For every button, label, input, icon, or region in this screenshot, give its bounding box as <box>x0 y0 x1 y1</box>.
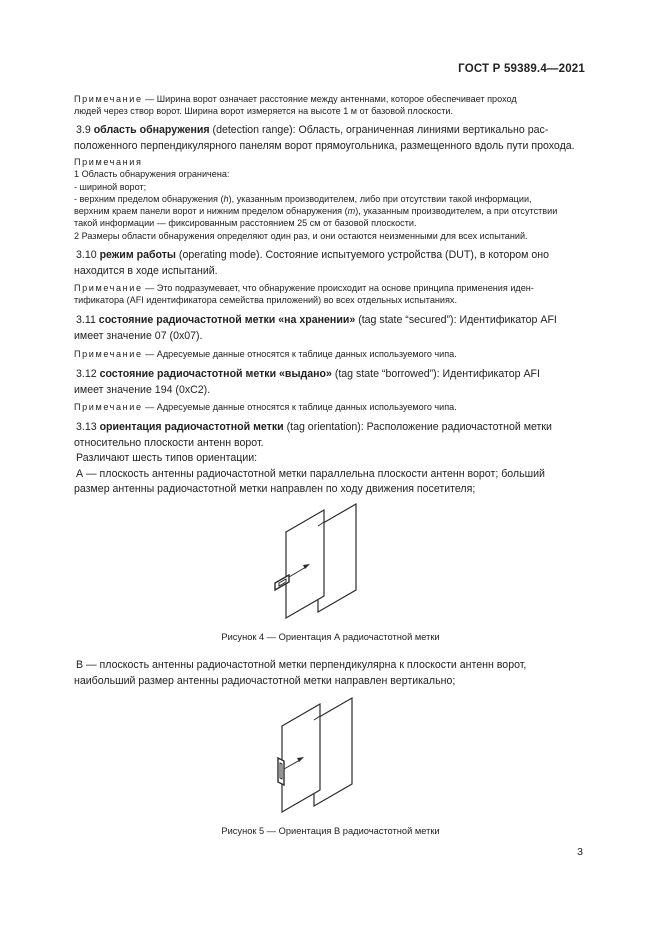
term-number: 3.10 <box>76 249 97 261</box>
figure-5-orientation-b-diagram <box>268 692 360 814</box>
orientation-b-text: наибольший размер антенны радиочастотной метки направлен вертикально; <box>74 674 456 687</box>
note-text-line: — Это подразумевает, что обнаружение происходит на основе принципа применения иден- <box>142 283 534 293</box>
orientation-b-paragraph <box>74 658 582 689</box>
note-gate-width <box>74 93 582 118</box>
note-item: 1 Область обнаружения ограничена: <box>74 169 230 180</box>
term-definition: (detection range): Область, ограниченная линиями вертикально рас- <box>209 124 549 136</box>
note-item: - верхним пределом обнаружения ( <box>74 193 224 204</box>
term-number: 3.11 <box>76 314 96 326</box>
orientation-intro: Различают шесть типов ориентации: <box>76 452 258 464</box>
orientation-b-text: В — плоскость антенны радиочастотной метки перпендикулярна к плоскости антенн ворот, <box>76 659 527 671</box>
term-definition: относительно плоскости антенн ворот. <box>74 436 264 449</box>
note-label: Примечание <box>74 283 143 293</box>
note-symbol-h: h <box>223 193 229 204</box>
page-number: 3 <box>577 846 583 858</box>
note-item: такой информации — фиксированным расстоянием 25 см от базовой плоскости. <box>74 218 417 229</box>
note-text-line: — Адресуемые данные относятся к таблице данных используемого чипа. <box>142 402 457 412</box>
figure-5-caption: Рисунок 5 — Ориентация В радиочастотной метки <box>221 826 440 836</box>
note-text-line: людей через створ ворот. Ширина ворот измеряется на высоте 1 м от базовой плоскости. <box>74 106 454 117</box>
figure-4-orientation-a-diagram <box>270 498 362 620</box>
term-number: 3.12 <box>76 368 97 380</box>
term-name: состояние радиочастотной метки «выдано» <box>99 368 332 380</box>
notes-detection-range <box>74 156 582 242</box>
notes-label: Примечания <box>74 157 143 167</box>
term-definition: имеет значение 07 (0x07). <box>74 329 203 342</box>
term-tag-state-borrowed <box>74 367 582 398</box>
note-label: Примечание <box>74 94 143 104</box>
term-name: состояние радиочастотной метки «на хранении» <box>98 314 356 326</box>
term-name: область обнаружения <box>93 124 210 136</box>
note-item: ), указанным производителем, а при отсутствии <box>355 206 558 217</box>
note-symbol-m: m <box>347 206 356 217</box>
term-definition: (tag orientation): Расположение радиочастотной метки <box>283 421 552 433</box>
note-item: 2 Размеры области обнаружения определяют один раз, и они остаются неизменными для всех испытаний. <box>74 230 528 241</box>
note-operating-mode <box>74 282 582 307</box>
document-code: ГОСТ Р 59389.4—2021 <box>458 63 585 75</box>
figure-4-caption: Рисунок 4 — Ориентация А радиочастотной метки <box>221 632 440 642</box>
note-tag-state-borrowed <box>74 401 582 413</box>
note-item: верхним краем панели ворот и нижним пределом обнаружения ( <box>74 206 348 217</box>
note-item: ), указанным производителем, либо при отсутствии такой информации, <box>228 193 532 204</box>
note-label: Примечание <box>74 402 143 412</box>
term-definition: имеет значение 194 (0xC2). <box>74 383 211 396</box>
rfid-tag-inner <box>280 763 282 779</box>
orientation-a-text: А — плоскость антенны радиочастотной метки параллельна плоскости антенн ворот; больший <box>76 467 545 480</box>
term-definition: (tag state “borrowed”): Идентификатор AFI <box>331 368 540 380</box>
orientation-a-text: размер антенны радиочастотной метки направлен по ходу движения посетителя; <box>74 483 476 495</box>
term-tag-orientation <box>74 420 582 498</box>
note-text-line: тификатора (AFI идентификатора семейства приложений) во всех отдельных испытаниях. <box>74 295 457 306</box>
note-item: - шириной ворот; <box>74 181 147 192</box>
term-name: ориентация радиочастотной метки <box>99 421 284 433</box>
note-label: Примечание <box>74 349 143 359</box>
term-name: режим работы <box>99 249 176 261</box>
term-definition: (operating mode). Состояние испытуемого устройства (DUT), в котором оно <box>175 249 550 261</box>
term-definition: находится в ходе испытаний. <box>74 264 218 277</box>
term-number: 3.9 <box>76 124 91 136</box>
note-text-line: — Адресуемые данные относятся к таблице данных используемого чипа. <box>142 349 457 359</box>
term-definition: положенного перпендикулярного панелям ворот прямоугольника, размещенного вдоль пути прохода. <box>74 139 575 152</box>
note-text-line: — Ширина ворот означает расстояние между антеннами, которое обеспечивает проход <box>142 94 517 104</box>
term-operating-mode <box>74 248 582 279</box>
term-definition: (tag state “secured”): Идентификатор AFI <box>355 314 557 326</box>
term-tag-state-secured <box>74 313 582 344</box>
term-number: 3.13 <box>76 421 97 433</box>
term-detection-range <box>74 123 582 154</box>
note-tag-state-secured <box>74 348 582 360</box>
